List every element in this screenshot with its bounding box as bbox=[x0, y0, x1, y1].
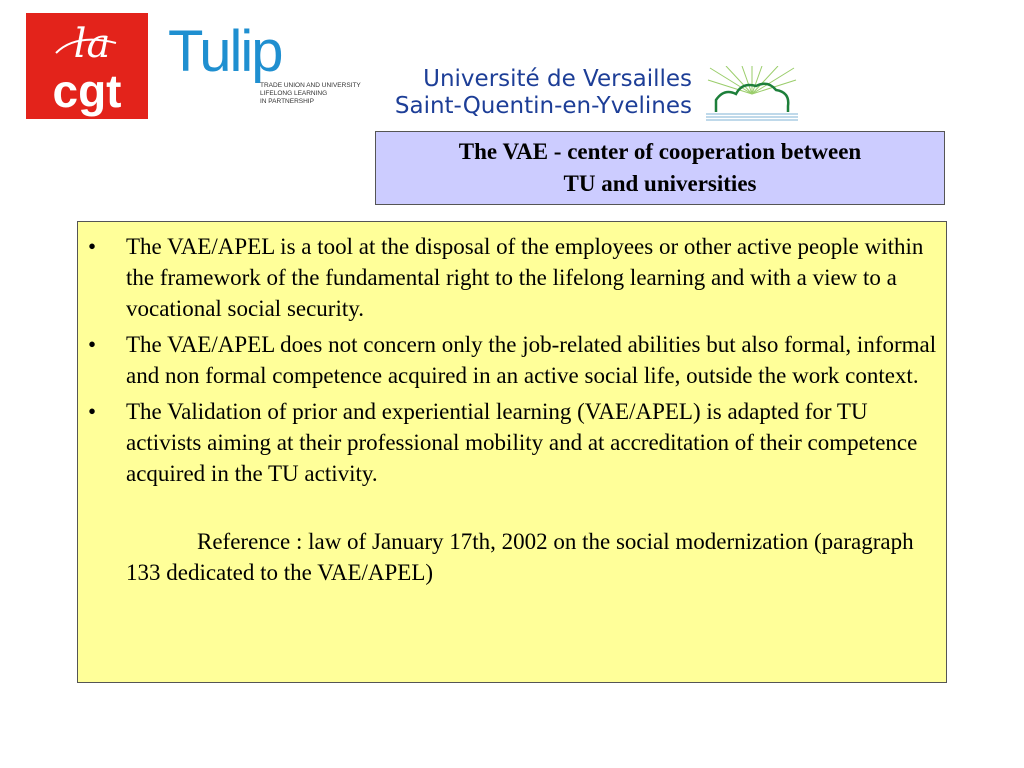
bullet-text: The VAE/APEL is a tool at the disposal of the employees or other active people within the framework of the fundamental right to the lifelong learning and with a view to a vocational social security. bbox=[126, 234, 924, 321]
bullet-text: The Validation of prior and experiential learning (VAE/APEL) is adapted for TU activists aiming at their professional mobility and at accreditation of their competence acquired in the TU activity. bbox=[126, 399, 918, 486]
slide-title bbox=[376, 136, 944, 200]
tulip-logo-word: Tulip bbox=[168, 19, 282, 84]
content-box bbox=[77, 221, 947, 683]
bullet-marker: • bbox=[88, 332, 97, 357]
tulip-tagline-line: LIFELONG LEARNING bbox=[260, 90, 328, 97]
tulip-logo bbox=[168, 20, 368, 120]
cgt-logo bbox=[26, 13, 148, 119]
cgt-logo-word: cgt bbox=[52, 65, 122, 117]
tulip-tagline-line: IN PARTNERSHIP bbox=[260, 98, 314, 105]
bullet-marker: • bbox=[88, 234, 97, 259]
tulip-tagline-line: TRADE UNION AND UNIVERSITY bbox=[260, 82, 361, 89]
bullet-item bbox=[78, 396, 938, 489]
bullet-item bbox=[78, 329, 938, 391]
slide-title-box bbox=[375, 131, 945, 205]
slide-title-line1: The VAE - center of cooperation between bbox=[458, 139, 862, 164]
bullet-item bbox=[78, 231, 938, 324]
uvsq-logo-line2: Saint-Quentin-en-Yvelines bbox=[394, 93, 692, 119]
uvsq-logo bbox=[374, 66, 804, 122]
slide-title-line2: TU and universities bbox=[563, 171, 757, 196]
tulip-logo-tagline bbox=[260, 82, 370, 106]
cgt-logo-script: la bbox=[73, 21, 111, 67]
cgt-logo-graphic bbox=[26, 13, 148, 119]
uvsq-emblem-icon bbox=[706, 66, 798, 122]
uvsq-logo-line1: Université de Versailles bbox=[423, 66, 692, 92]
reference-note: Reference : law of January 17th, 2002 on the social modernization (paragraph 133 dedicated to the VAE/APEL) bbox=[126, 529, 914, 585]
bullet-marker: • bbox=[88, 399, 97, 424]
bullet-list bbox=[78, 222, 946, 489]
uvsq-logo-text bbox=[395, 66, 692, 120]
bullet-text: The VAE/APEL does not concern only the job-related abilities but also formal, informal and non formal competence acquired in an active social life, outside the work context. bbox=[126, 332, 937, 388]
